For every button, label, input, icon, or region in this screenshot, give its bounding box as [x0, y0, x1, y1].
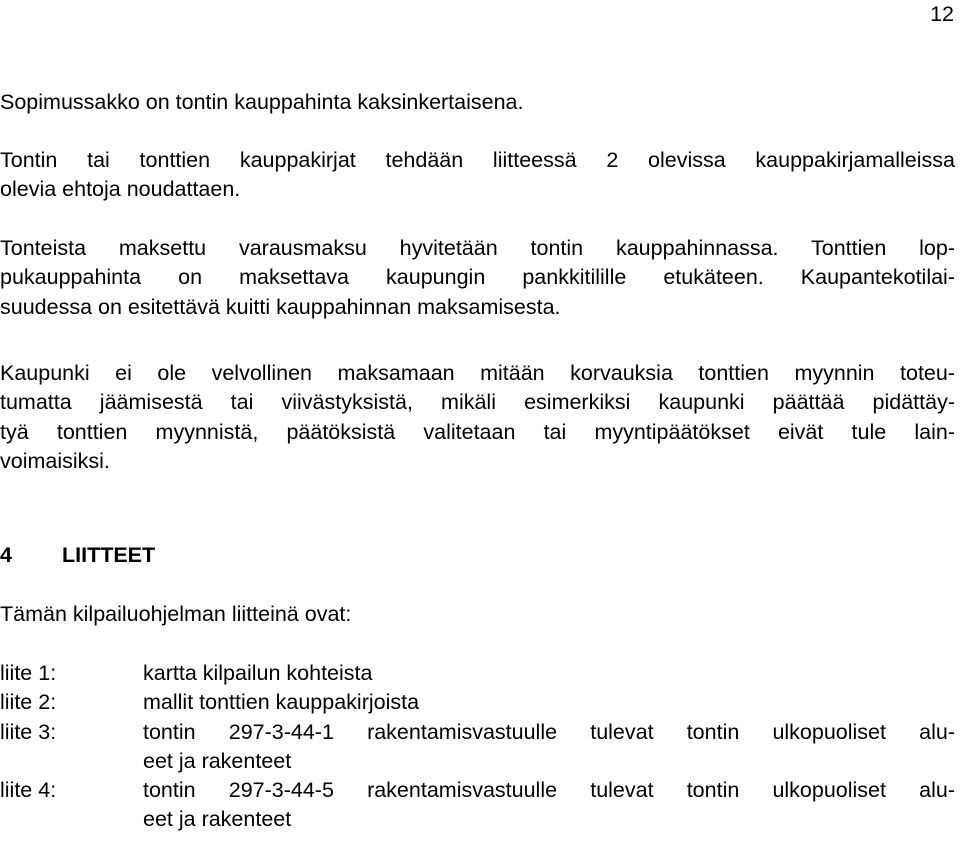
attachment-label: liite 2:	[0, 690, 57, 715]
attachments-list	[0, 659, 955, 835]
text-line: voimaisiksi.	[0, 448, 110, 473]
text-line: eet ja rakenteet	[143, 807, 292, 832]
text-line: tumatta jäämisestä tai viivästyksistä, mikäli esimerkiksi kaupunki päättää pidättäy-	[0, 390, 955, 415]
list-item	[0, 659, 955, 688]
attachment-label: liite 1:	[0, 661, 57, 685]
section-number: 4	[0, 543, 12, 567]
list-item	[0, 688, 955, 717]
list-item	[0, 776, 955, 835]
text-line: tontin 297-3-44-5 rakentamisvastuulle tulevat tontin ulkopuoliset alu-	[143, 778, 955, 803]
text-line: Sopimussakko on tontin kauppahinta kaksinkertaisena.	[0, 90, 524, 114]
text-line: Tonteista maksettu varausmaksu hyvitetään tontin kauppahinnassa. Tonttien lop-	[0, 236, 955, 260]
paragraph-deed-terms	[0, 146, 955, 205]
text-line: tyä tonttien myynnistä, päätöksistä valitetaan tai myyntipäätökset eivät tule lain-	[0, 419, 955, 444]
list-item	[0, 718, 955, 777]
text-line: eet ja rakenteet	[143, 748, 292, 773]
paragraph-reservation-fee	[0, 234, 955, 322]
section-heading	[0, 541, 155, 569]
attachment-description	[143, 718, 955, 777]
text-line: olevia ehtoja noudattaen.	[0, 177, 241, 202]
text-line: pukauppahinta on maksettava kaupungin pankkitilille etukäteen. Kaupantekotilai-	[0, 265, 955, 290]
paragraph-compensation	[0, 359, 955, 476]
attachment-label: liite 3:	[0, 719, 57, 744]
text-line: kartta kilpailun kohteista	[143, 661, 373, 685]
page-number: 12	[930, 2, 954, 26]
text-line: Kaupunki ei ole velvollinen maksamaan mitään korvauksia tonttien myynnin toteu-	[0, 361, 955, 385]
attachment-label: liite 4:	[0, 778, 57, 803]
attachment-description	[143, 776, 955, 835]
text-line: Tämän kilpailuohjelman liitteinä ovat:	[0, 602, 352, 626]
text-line: suudessa on esitettävä kuitti kauppahinnan maksamisesta.	[0, 294, 561, 319]
text-line: mallit tonttien kauppakirjoista	[143, 690, 420, 715]
attachments-intro	[0, 600, 955, 629]
text-line: tontin 297-3-44-1 rakentamisvastuulle tulevat tontin ulkopuoliset alu-	[143, 719, 955, 744]
section-title: LIITTEET	[62, 543, 156, 567]
attachment-description	[143, 659, 955, 688]
text-line: Tontin tai tonttien kauppakirjat tehdään liitteessä 2 olevissa kauppakirjamalleissa	[0, 148, 955, 172]
attachment-description	[143, 688, 955, 717]
paragraph-contract-penalty	[0, 88, 955, 117]
